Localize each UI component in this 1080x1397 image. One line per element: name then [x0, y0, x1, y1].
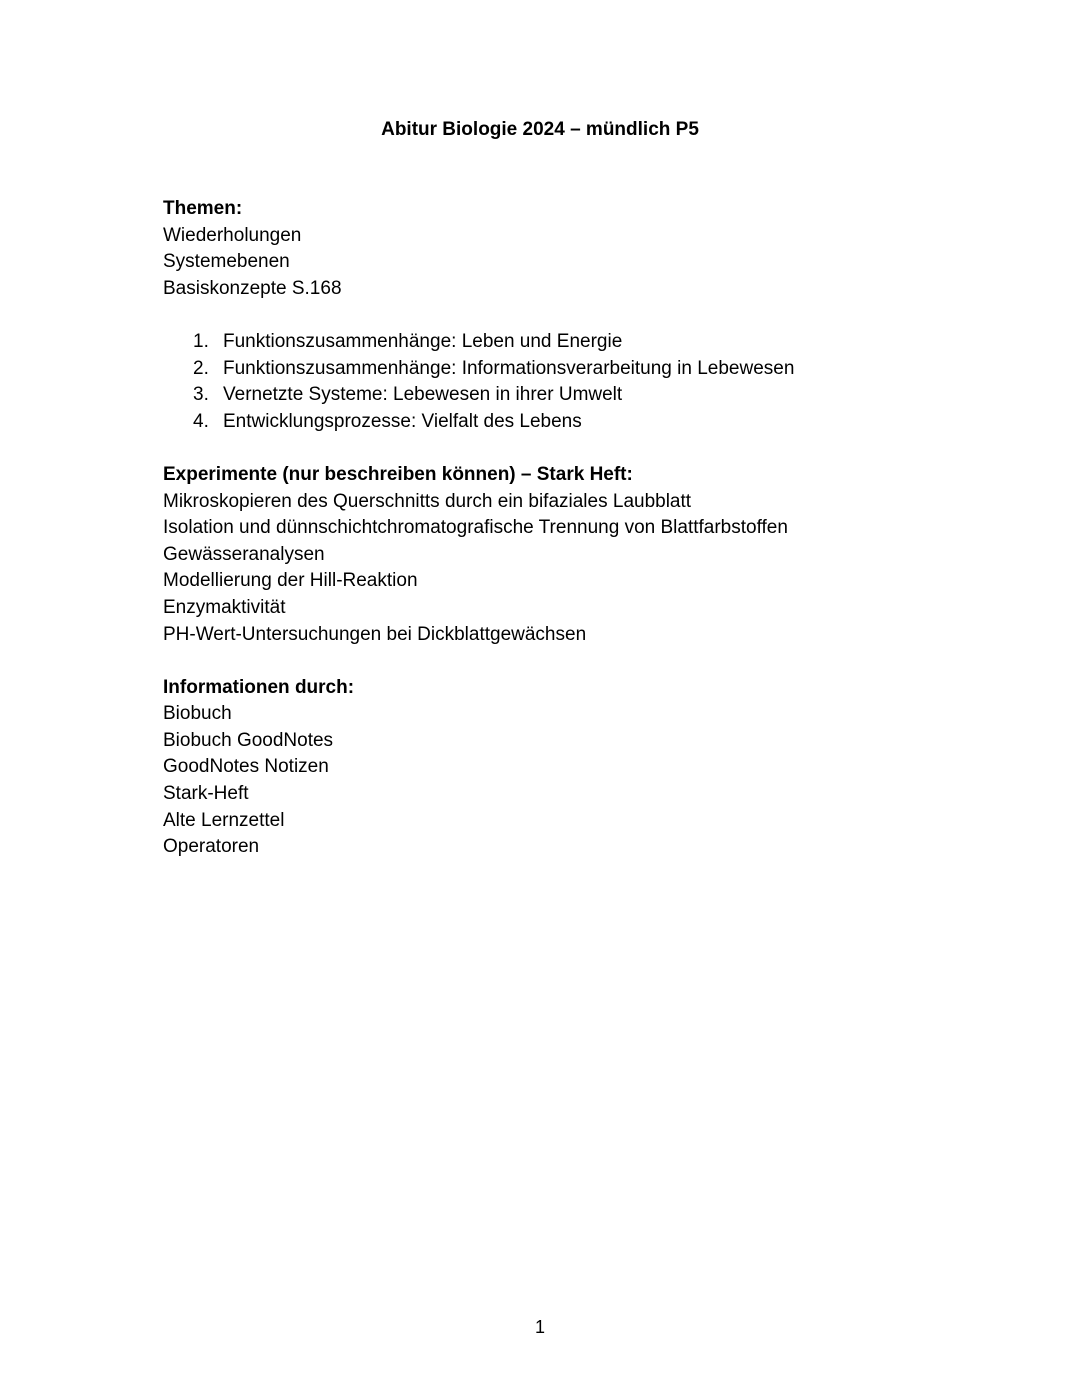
- list-item: Basiskonzepte S.168: [163, 277, 342, 299]
- document-body: [163, 196, 983, 861]
- section-heading-themen: Themen:: [163, 198, 243, 219]
- list-item-text: Entwicklungsprozesse: Vielfalt des Lebens: [223, 410, 582, 432]
- list-item-text: Funktionszusammenhänge: Leben und Energie: [223, 330, 623, 352]
- page-number: 1: [534, 1317, 545, 1337]
- list-item: GoodNotes Notizen: [163, 756, 329, 778]
- list-item: Alte Lernzettel: [163, 809, 285, 831]
- list-number: 2.: [193, 357, 209, 379]
- numbered-list-item: [163, 329, 983, 356]
- list-item: Stark-Heft: [163, 783, 249, 805]
- list-number: 1.: [193, 330, 209, 352]
- list-item-text: Funktionszusammenhänge: Informationsverarbeitung in Lebewesen: [223, 357, 795, 379]
- spacer: [163, 648, 983, 675]
- list-item: Gewässeranalysen: [163, 543, 325, 565]
- list-item: Biobuch: [163, 703, 232, 725]
- spacer: [163, 435, 983, 462]
- topics-numbered-list: [163, 329, 983, 435]
- list-item: Isolation und dünnschichtchromatografische Trennung von Blattfarbstoffen: [163, 517, 788, 539]
- section-experimente: [163, 462, 983, 648]
- list-number: 3.: [193, 384, 209, 406]
- list-item: Modellierung der Hill-Reaktion: [163, 570, 418, 592]
- list-item: Biobuch GoodNotes: [163, 729, 334, 751]
- list-item: Wiederholungen: [163, 224, 302, 246]
- list-item: Enzymaktivität: [163, 596, 286, 618]
- document-title: Abitur Biologie 2024 – mündlich P5: [381, 119, 699, 140]
- spacer: [163, 302, 983, 329]
- list-number: 4.: [193, 410, 209, 432]
- numbered-list-item: [163, 356, 983, 383]
- list-item: PH-Wert-Untersuchungen bei Dickblattgewächsen: [163, 623, 587, 645]
- section-heading-informationen: Informationen durch:: [163, 676, 355, 698]
- list-item-text: Vernetzte Systeme: Lebewesen in ihrer Umwelt: [223, 384, 623, 406]
- section-informationen: [163, 675, 983, 861]
- list-item: Mikroskopieren des Querschnitts durch ein bifaziales Laubblatt: [163, 490, 692, 512]
- numbered-list-item: [163, 409, 983, 436]
- section-heading-experimente: Experimente (nur beschreiben können) – Stark Heft:: [163, 463, 633, 485]
- list-item: Operatoren: [163, 836, 260, 858]
- list-item: Systemebenen: [163, 251, 290, 273]
- numbered-list-item: [163, 382, 983, 409]
- section-themen: [163, 196, 983, 435]
